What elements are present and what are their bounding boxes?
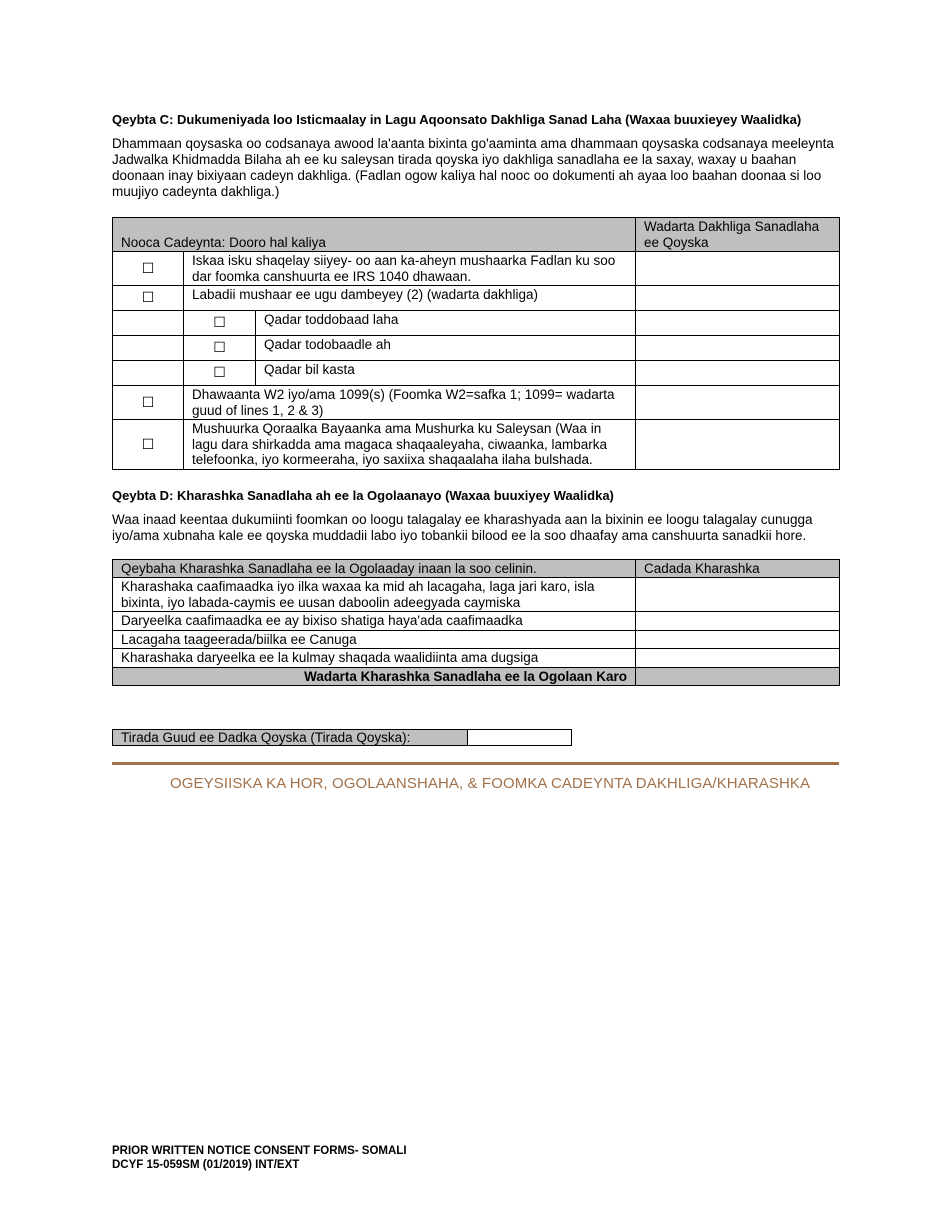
weekly-empty-cell	[113, 311, 184, 336]
bimonthly-label: Qadar bil kasta	[256, 361, 636, 386]
page-footer	[112, 1144, 407, 1172]
biweekly-amount-field[interactable]	[636, 336, 840, 361]
expense-row	[113, 649, 840, 668]
section-d-description: Waa inaad keentaa dukumiinti foomkan oo loogu talagalay ee kharashyada aan la bixinin ee loogu talagalay cunugga iyo/ama xubnaha kale ee qoyska muddadii labo iyo tobankii bilood ee la soo dhaafay ama canshuurta sanadkii hore.	[112, 511, 813, 543]
section-d-title: Qeybta D: Kharashka Sanadlaha ah ee la Ogolaanayo (Waxaa buuxiyey Waalidka)	[112, 487, 614, 503]
tax-return-amount-field[interactable]	[636, 252, 840, 286]
weekly-checkbox[interactable]: ☐	[184, 311, 256, 336]
expense-care-label: Kharashaka daryeelka ee la kulmay shaqada waalidiinta ama dugsiga	[113, 649, 636, 668]
income-row-w2	[113, 386, 840, 420]
biweekly-label: Qadar todobaadle ah	[256, 336, 636, 361]
expense-type-header: Qeybaha Kharashka Sanadlaha ee la Ogolaaday inaan la soo celinin.	[113, 559, 636, 578]
weekly-amount-field[interactable]	[636, 311, 840, 336]
expense-row	[113, 578, 840, 612]
household-size-row	[112, 729, 572, 746]
weekly-label: Qadar toddobaad laha	[256, 311, 636, 336]
bimonthly-checkbox[interactable]: ☐	[184, 361, 256, 386]
section-c-description: Dhammaan qoysaska oo codsanaya awood la'aanta bixinta go'aaminta ama dhammaan qoysaska codsanaya meeleynta Jadwalka Khidmadda Bilaha ah ee ku saleysan tirada qoyska iyo dakhliga sanadlaha ee la saxay, waxay u baahan doonaan inay bixiyaan cadeyn dakhliga. (Fadlan ogow kaliya hal nooc oo dokumenti ah ayaa loo baahan doonaa si loo muujiyo cadeynta dakhliga.)	[112, 136, 834, 199]
employer-letter-amount-field[interactable]	[636, 420, 840, 470]
expense-amount-header: Cadada Kharashka	[636, 559, 840, 578]
w2-amount-field[interactable]	[636, 386, 840, 420]
expense-total-amount-field[interactable]	[636, 667, 840, 686]
income-row-tax-return	[113, 252, 840, 286]
expense-total-row	[113, 667, 840, 686]
employer-letter-label: Mushuurka Qoraalka Bayaanka ama Mushurka ku Saleysan (Waa in lagu dara shirkadda ama magaca shaqaaleyaha, ciwaanka, lambarka telefoonka, iyo kormeeraha, iyo saxiixa shaqaalaha ilaha bulshada.	[184, 420, 636, 470]
bimonthly-empty-cell	[113, 361, 184, 386]
w2-label: Dhawaanta W2 iyo/ama 1099(s) (Foomka W2=safka 1; 1099= wadarta guud of lines 1, 2 & 3)	[184, 386, 636, 420]
household-income-header: Wadarta Dakhliga Sanadlaha ee Qoyska	[636, 218, 840, 252]
household-size-field[interactable]	[468, 729, 572, 746]
divider-rule	[112, 762, 839, 765]
footer-form-name: PRIOR WRITTEN NOTICE CONSENT FORMS- SOMALI	[112, 1145, 407, 1157]
household-size-label: Tirada Guud ee Dadka Qoyska (Tirada Qoyska):	[112, 729, 468, 746]
expense-table	[112, 559, 840, 687]
expense-medical-label: Kharashaka caafimaadka iyo ilka waxaa ka mid ah lacagaha, laga jari karo, isla bixinta, iyo labada-caymis ee uusan daboolin adeegyada caymiska	[113, 578, 636, 612]
expense-health-agency-amount-field[interactable]	[636, 612, 840, 631]
proof-type-header: Nooca Cadeynta: Dooro hal kaliya	[113, 218, 636, 252]
tax-return-checkbox[interactable]: ☐	[113, 252, 184, 286]
income-row-biweekly	[113, 336, 840, 361]
biweekly-checkbox[interactable]: ☐	[184, 336, 256, 361]
income-table-header	[113, 218, 840, 252]
income-row-paystubs	[113, 286, 840, 311]
income-proof-table	[112, 217, 840, 470]
expense-child-support-amount-field[interactable]	[636, 630, 840, 649]
paystubs-amount-field[interactable]	[636, 286, 840, 311]
expense-care-amount-field[interactable]	[636, 649, 840, 668]
expense-row	[113, 630, 840, 649]
employer-letter-checkbox[interactable]: ☐	[113, 420, 184, 470]
income-row-weekly	[113, 311, 840, 336]
paystubs-label: Labadii mushaar ee ugu dambeyey (2) (wadarta dakhliga)	[184, 286, 636, 311]
expense-row	[113, 612, 840, 631]
expense-health-agency-label: Daryeelka caafimaadka ee ay bixiso shatiga haya'ada caafimaadka	[113, 612, 636, 631]
bimonthly-amount-field[interactable]	[636, 361, 840, 386]
expense-total-label: Wadarta Kharashka Sanadlaha ee la Ogolaan Karo	[113, 667, 636, 686]
section-c-title: Qeybta C: Dukumeniyada loo Isticmaalay in Lagu Aqoonsato Dakhliga Sanad Laha (Waxaa buuxieyey Waalidka)	[112, 112, 802, 127]
expense-medical-amount-field[interactable]	[636, 578, 840, 612]
expense-child-support-label: Lacagaha taageerada/biilka ee Canuga	[113, 630, 636, 649]
tax-return-label: Iskaa isku shaqelay siiyey- oo aan ka-aheyn mushaarka Fadlan ku soo dar foomka canshuurta ee IRS 1040 dhawaan.	[184, 252, 636, 286]
paystubs-checkbox[interactable]: ☐	[113, 286, 184, 311]
form-bottom-title: OGEYSIISKA KA HOR, OGOLAANSHAHA, & FOOMKA CADEYNTA DAKHLIGA/KHARASHKA	[170, 775, 811, 792]
footer-form-number: DCYF 15-059SM (01/2019) INT/EXT	[112, 1159, 300, 1171]
income-row-employer-letter	[113, 420, 840, 470]
biweekly-empty-cell	[113, 336, 184, 361]
w2-checkbox[interactable]: ☐	[113, 386, 184, 420]
income-row-bimonthly	[113, 361, 840, 386]
form-page	[112, 112, 839, 686]
expense-table-header	[113, 559, 840, 578]
